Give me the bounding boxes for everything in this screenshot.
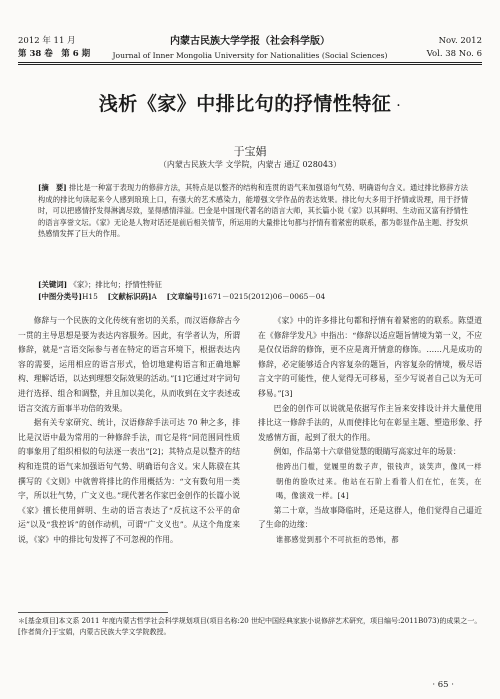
header-issue-right: Vol. 38 No. 6 bbox=[426, 49, 482, 59]
paragraph: 《家》中的许多排比句都和抒情有着紧密的的联系。陈望道在《修辞学发凡》中指出：“修辞以适应题旨情境为第一义，不应是仅仅语辞的修饰，更不应是离开情意的修饰。……凡是成功的修辞，必定能够适合内容复杂的题旨，内容复杂的情境，极尽语言文字的可能性，使人觉得无可移易，至少写说者自己以为无可移易。”[3] bbox=[258, 316, 482, 398]
keywords bbox=[38, 279, 468, 290]
clc-value: H15 bbox=[81, 292, 98, 301]
paragraph: 巴金的创作可以说就是依据写作主旨来安排设计并大量使用排比这一修辞手法的，从而使排比句在彰显主题、塑造形象、抒发感情方面，起到了很大的作用。 bbox=[258, 403, 482, 442]
paragraph: 据有关专家研究、统计，汉语修辞手法可达 70 种之多，排比是汉语中最为常用的一种修辞手法，而它是将“同范围同性质的事象用了组织相似的句法逐一表出”[2]；其特点是以整齐的结构和连贯的语气来加强语句气势、明确语句含义。宋人陈骙在其撰写的《文则》中就曾将排比的作用概括为：“文有数句用一类字，所以壮气势，广文义也。”现代著名作家巴金创作的长篇小说《家》擅长使用鲜明、生动的语言表达了“反抗这不公平的命运”以及“我控诉”的创作动机，可谓“广文义也”。从这个角度来说，《家》中的排比句发挥了不可忽视的作用。 bbox=[18, 418, 240, 544]
header-issue-left: 第 38 卷 第 6 期 bbox=[18, 49, 91, 59]
footnote-author: [作者简介]于宝娟，内蒙古民族大学文学院教授。 bbox=[18, 628, 171, 636]
doc-code-value: A bbox=[151, 292, 157, 301]
quotation: 谁都感觉到那个不可抗拒的恐怖，都 bbox=[276, 534, 400, 544]
footnotes bbox=[18, 616, 484, 638]
paragraph: 第二十章，当故事降临时，还是这群人，他们觉得自己逼近了生命的边缘： bbox=[258, 505, 482, 530]
header-date-right: Nov. 2012 bbox=[438, 36, 482, 46]
author-affiliation: （内蒙古民族大学 文学院，内蒙古 通辽 028043） bbox=[158, 160, 342, 169]
paragraph: 修辞与一个民族的文化传统有密切的关系，而汉语修辞古今一贯的主导思想是要为表达内容服务。因此，有学者认为，所谓修辞，就是“言语交际参与者在特定的语言环境下，根据表达内容的需要，运用相应的语言形式，恰切地建构语言和正确地解构、理解话语，以达到理想交际效果的活动。”[1]它通过对字词句进行选择、组合和调整，并且加以美化，从而收到在文字表述或语言交流方面事半功倍的效果。 bbox=[18, 316, 240, 413]
header-journal-en: Journal of Inner Mongolia University for Nationalities (Social Sciences) bbox=[112, 51, 388, 60]
footnote-rule bbox=[18, 612, 168, 613]
paragraph: 例如，作品第十六章借觉慧的眼睛写高家过年的场景： bbox=[273, 447, 461, 457]
author-name: 于宝娟 bbox=[233, 145, 267, 158]
left-column bbox=[18, 314, 240, 548]
keywords-label: [关键词] bbox=[38, 280, 68, 289]
article-id-value: 1671－0215(2012)06－0065－04 bbox=[203, 292, 326, 301]
keywords-text: 《家》；排比句；抒情性特征 bbox=[69, 280, 162, 289]
article-title: 浅析《家》中排比句的抒情性特征 · bbox=[98, 93, 402, 115]
header-rule-thin bbox=[18, 64, 482, 65]
quotation: 他跨出门槛，觉履里的数子声，银钱声，谈笑声，像风一样朝他的脸吹过来。他站在石阶上看着人们在忙，在笑，在喝，像演戏一样。[4] bbox=[276, 461, 482, 501]
abstract-label: [摘 要] bbox=[38, 183, 67, 192]
right-column bbox=[258, 314, 482, 548]
abstract-text: 排比是一种富于表现力的修辞方法，其特点是以整齐的结构和连贯的语气来加强语句气势、明确语句含义。通过排比修辞方法构成的排比句读起来令人感到琅琅上口，有强大的艺术感染力，能增强文学作品的表达效果。排比句大多用于抒情或说理，用于抒情时，可以把感情抒发得淋漓尽致，显得感情洋溢。巴金是中国现代著名的语言大师，其长篇小说《家》以其鲜明、生动而又富有抒情性的语言享誉文坛。《家》无论是人物对话还是前后相关情节，所运用的大量排比句都与抒情有着紧密的联系，都为彰显作品主题、抒发炽热感情发挥了巨大的作用。 bbox=[38, 183, 468, 239]
header-date-left: 2012 年 11 月 bbox=[18, 36, 76, 46]
doc-code-label: [文献标识码] bbox=[107, 292, 152, 301]
header-journal-cn: 内蒙古民族大学学报（社会科学版） bbox=[170, 36, 330, 47]
page-number: · 65 · bbox=[432, 680, 454, 690]
clc-label: [中图分类号] bbox=[38, 292, 82, 301]
header-rule bbox=[18, 62, 482, 63]
footnote-funding: ＊[基金项目]本文系 2011 年度内蒙古哲学社会科学规划项目(项目名称:20 世纪中国经典家族小说修辞艺术研究，项目编号:2011B073)的成果之一。 bbox=[18, 617, 482, 625]
article-id-label: [文章编号] bbox=[166, 292, 204, 301]
classification-line bbox=[38, 291, 468, 302]
abstract bbox=[38, 182, 468, 240]
